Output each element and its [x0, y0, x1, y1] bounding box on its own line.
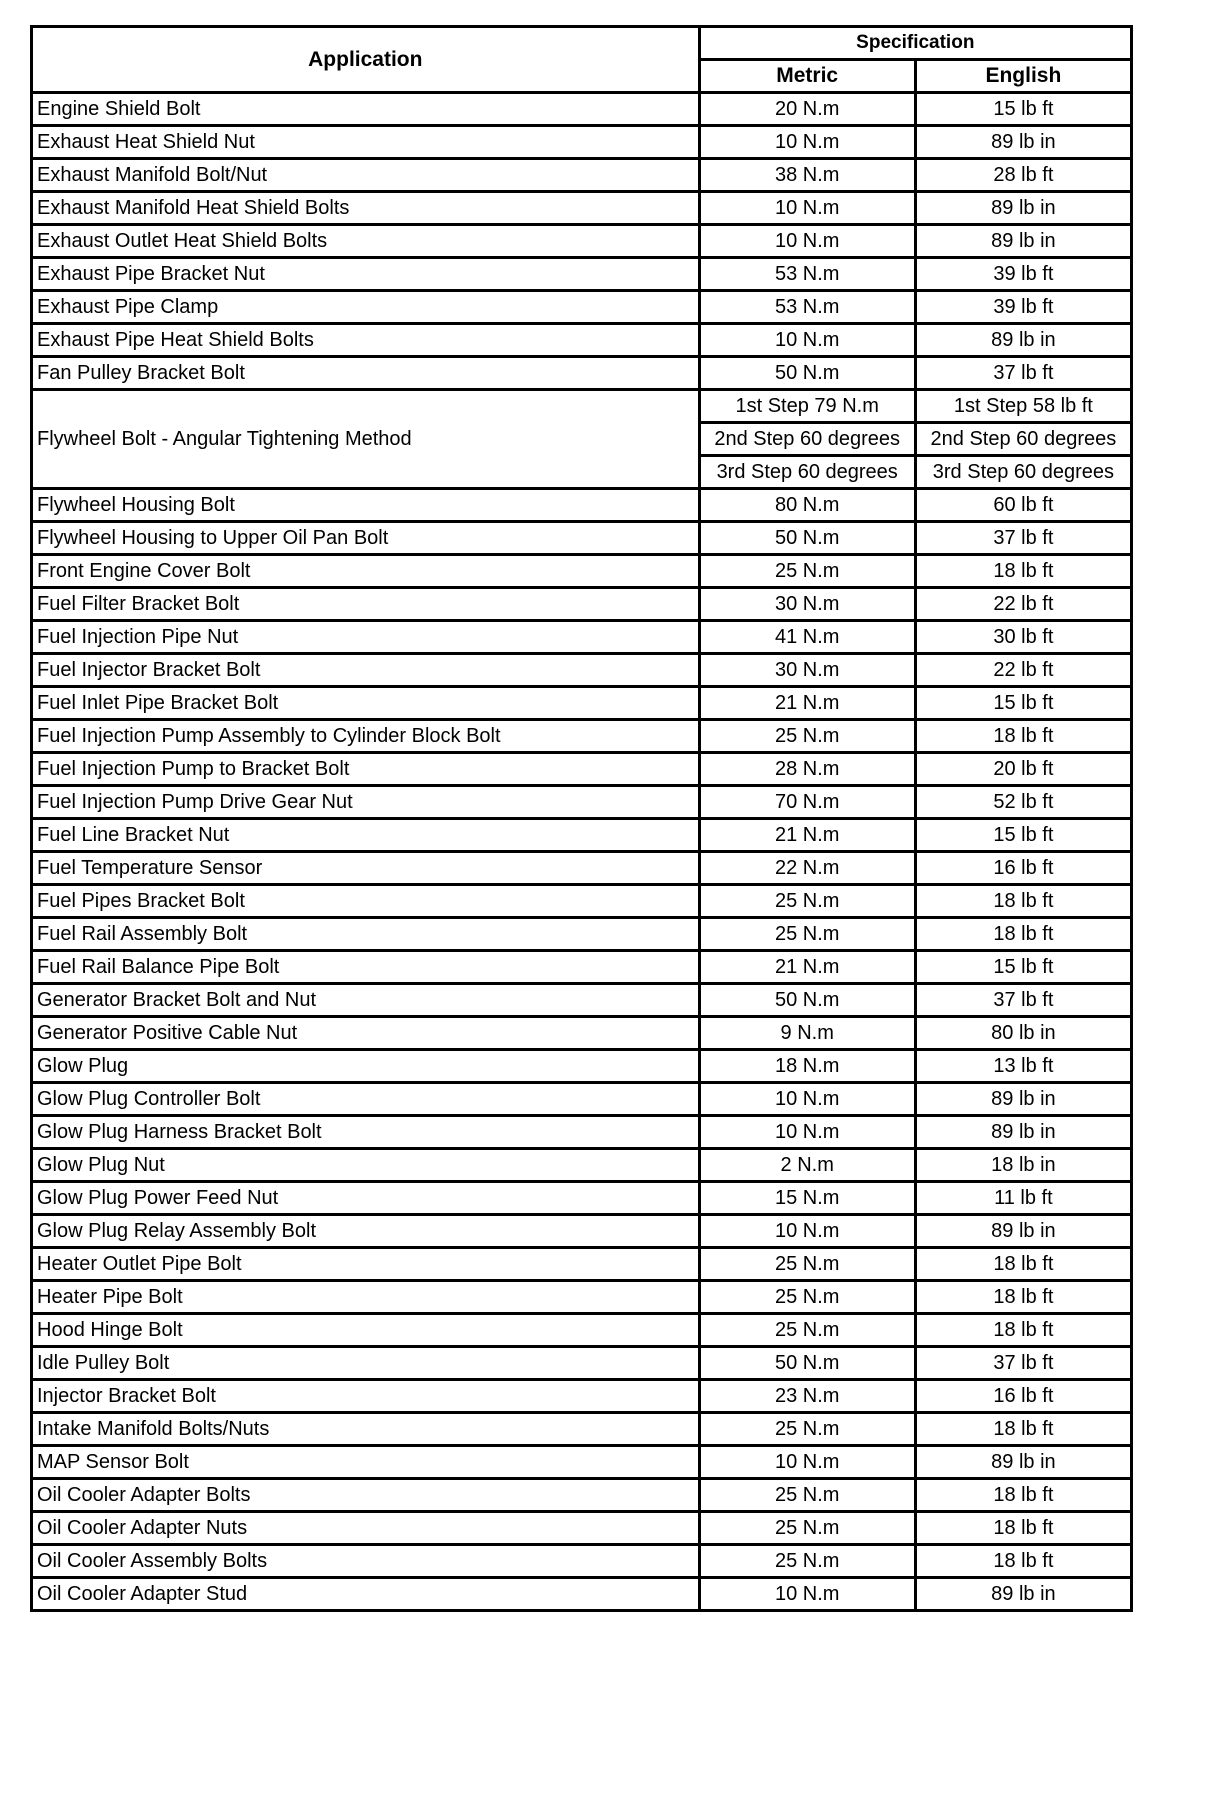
- table-row: [32, 1149, 1132, 1182]
- english-cell: 89 lb in: [915, 1083, 1131, 1116]
- table-row: [32, 819, 1132, 852]
- table-row: [32, 1248, 1132, 1281]
- english-cell: 18 lb ft: [915, 1512, 1131, 1545]
- application-cell: Glow Plug Nut: [32, 1149, 700, 1182]
- english-cell: 52 lb ft: [915, 786, 1131, 819]
- table-row: [32, 852, 1132, 885]
- metric-cell: 10 N.m: [699, 1215, 915, 1248]
- metric-cell: 50 N.m: [699, 522, 915, 555]
- english-cell: 1st Step 58 lb ft: [915, 390, 1131, 423]
- english-cell: 39 lb ft: [915, 291, 1131, 324]
- metric-cell: 10 N.m: [699, 1083, 915, 1116]
- application-cell: Fuel Injection Pump to Bracket Bolt: [32, 753, 700, 786]
- english-cell: 18 lb ft: [915, 1281, 1131, 1314]
- application-cell: Glow Plug Power Feed Nut: [32, 1182, 700, 1215]
- table-row: [32, 555, 1132, 588]
- english-cell: 89 lb in: [915, 1116, 1131, 1149]
- english-cell: 16 lb ft: [915, 852, 1131, 885]
- english-cell: 39 lb ft: [915, 258, 1131, 291]
- english-cell: 80 lb in: [915, 1017, 1131, 1050]
- metric-cell: 10 N.m: [699, 126, 915, 159]
- application-cell: Intake Manifold Bolts/Nuts: [32, 1413, 700, 1446]
- english-cell: 18 lb ft: [915, 918, 1131, 951]
- table-row: [32, 225, 1132, 258]
- metric-cell: 30 N.m: [699, 588, 915, 621]
- metric-cell: 25 N.m: [699, 885, 915, 918]
- application-cell: Glow Plug Relay Assembly Bolt: [32, 1215, 700, 1248]
- application-cell: Flywheel Housing Bolt: [32, 489, 700, 522]
- english-cell: 89 lb in: [915, 1578, 1131, 1611]
- table-row: [32, 1578, 1132, 1611]
- application-cell: Idle Pulley Bolt: [32, 1347, 700, 1380]
- table-row: [32, 1050, 1132, 1083]
- english-cell: 28 lb ft: [915, 159, 1131, 192]
- english-cell: 89 lb in: [915, 126, 1131, 159]
- application-cell: Exhaust Pipe Clamp: [32, 291, 700, 324]
- metric-cell: 70 N.m: [699, 786, 915, 819]
- application-cell: Oil Cooler Adapter Stud: [32, 1578, 700, 1611]
- table-row: [32, 1380, 1132, 1413]
- metric-cell: 30 N.m: [699, 654, 915, 687]
- english-cell: 15 lb ft: [915, 951, 1131, 984]
- application-cell: Flywheel Bolt - Angular Tightening Method: [32, 390, 700, 489]
- table-row: [32, 489, 1132, 522]
- metric-cell: 15 N.m: [699, 1182, 915, 1215]
- english-cell: 15 lb ft: [915, 93, 1131, 126]
- english-cell: 89 lb in: [915, 192, 1131, 225]
- english-cell: 18 lb ft: [915, 1314, 1131, 1347]
- metric-cell: 10 N.m: [699, 225, 915, 258]
- metric-cell: 18 N.m: [699, 1050, 915, 1083]
- metric-cell: 10 N.m: [699, 1578, 915, 1611]
- english-cell: 18 lb ft: [915, 1413, 1131, 1446]
- application-cell: Oil Cooler Assembly Bolts: [32, 1545, 700, 1578]
- application-cell: Fuel Pipes Bracket Bolt: [32, 885, 700, 918]
- metric-cell: 28 N.m: [699, 753, 915, 786]
- english-cell: 89 lb in: [915, 1215, 1131, 1248]
- application-cell: Glow Plug Controller Bolt: [32, 1083, 700, 1116]
- specification-header: Specification: [699, 27, 1131, 60]
- table-row: [32, 1479, 1132, 1512]
- english-cell: 37 lb ft: [915, 984, 1131, 1017]
- application-cell: Generator Positive Cable Nut: [32, 1017, 700, 1050]
- metric-cell: 25 N.m: [699, 1281, 915, 1314]
- metric-cell: 53 N.m: [699, 258, 915, 291]
- metric-cell: 22 N.m: [699, 852, 915, 885]
- metric-cell: 25 N.m: [699, 1512, 915, 1545]
- application-header: Application: [32, 27, 700, 93]
- metric-cell: 25 N.m: [699, 918, 915, 951]
- table-row: [32, 324, 1132, 357]
- metric-cell: 50 N.m: [699, 1347, 915, 1380]
- metric-cell: 25 N.m: [699, 1479, 915, 1512]
- table-row: [32, 126, 1132, 159]
- application-cell: Flywheel Housing to Upper Oil Pan Bolt: [32, 522, 700, 555]
- english-cell: 18 lb ft: [915, 555, 1131, 588]
- application-cell: Fuel Injection Pump Assembly to Cylinder Block Bolt: [32, 720, 700, 753]
- table-row: [32, 159, 1132, 192]
- english-cell: 60 lb ft: [915, 489, 1131, 522]
- application-cell: Exhaust Pipe Bracket Nut: [32, 258, 700, 291]
- application-cell: Fuel Injector Bracket Bolt: [32, 654, 700, 687]
- application-cell: Glow Plug: [32, 1050, 700, 1083]
- torque-spec-table: [30, 25, 1133, 1612]
- metric-cell: 2 N.m: [699, 1149, 915, 1182]
- application-cell: Exhaust Manifold Heat Shield Bolts: [32, 192, 700, 225]
- table-row: [32, 1215, 1132, 1248]
- metric-cell: 20 N.m: [699, 93, 915, 126]
- english-cell: 89 lb in: [915, 324, 1131, 357]
- application-cell: Fuel Injection Pump Drive Gear Nut: [32, 786, 700, 819]
- table-row: [32, 258, 1132, 291]
- table-row: [32, 885, 1132, 918]
- table-row: [32, 291, 1132, 324]
- english-cell: 13 lb ft: [915, 1050, 1131, 1083]
- table-row: [32, 1116, 1132, 1149]
- table-row: [32, 654, 1132, 687]
- english-cell: 89 lb in: [915, 1446, 1131, 1479]
- application-cell: Fuel Line Bracket Nut: [32, 819, 700, 852]
- metric-cell: 10 N.m: [699, 1446, 915, 1479]
- metric-cell: 10 N.m: [699, 1116, 915, 1149]
- application-cell: Exhaust Outlet Heat Shield Bolts: [32, 225, 700, 258]
- table-body: [32, 93, 1132, 1611]
- table-row: [32, 1182, 1132, 1215]
- application-cell: Fan Pulley Bracket Bolt: [32, 357, 700, 390]
- table-row: [32, 390, 1132, 423]
- application-cell: Oil Cooler Adapter Nuts: [32, 1512, 700, 1545]
- table-row: [32, 192, 1132, 225]
- english-cell: 22 lb ft: [915, 588, 1131, 621]
- metric-cell: 50 N.m: [699, 357, 915, 390]
- metric-header: Metric: [699, 60, 915, 93]
- table-row: [32, 588, 1132, 621]
- table-row: [32, 93, 1132, 126]
- english-cell: 2nd Step 60 degrees: [915, 423, 1131, 456]
- table-row: [32, 1314, 1132, 1347]
- metric-cell: 21 N.m: [699, 687, 915, 720]
- application-cell: Heater Outlet Pipe Bolt: [32, 1248, 700, 1281]
- table-row: [32, 984, 1132, 1017]
- metric-cell: 41 N.m: [699, 621, 915, 654]
- metric-cell: 53 N.m: [699, 291, 915, 324]
- application-cell: Front Engine Cover Bolt: [32, 555, 700, 588]
- metric-cell: 50 N.m: [699, 984, 915, 1017]
- table-row: [32, 1347, 1132, 1380]
- metric-cell: 80 N.m: [699, 489, 915, 522]
- metric-cell: 25 N.m: [699, 555, 915, 588]
- english-header: English: [915, 60, 1131, 93]
- application-cell: Fuel Injection Pipe Nut: [32, 621, 700, 654]
- english-cell: 18 lb ft: [915, 1479, 1131, 1512]
- table-row: [32, 918, 1132, 951]
- table-row: [32, 1512, 1132, 1545]
- table-row: [32, 687, 1132, 720]
- application-cell: Fuel Filter Bracket Bolt: [32, 588, 700, 621]
- table-row: [32, 1545, 1132, 1578]
- table-row: [32, 357, 1132, 390]
- application-cell: Generator Bracket Bolt and Nut: [32, 984, 700, 1017]
- table-row: [32, 720, 1132, 753]
- metric-cell: 25 N.m: [699, 720, 915, 753]
- metric-cell: 25 N.m: [699, 1248, 915, 1281]
- english-cell: 37 lb ft: [915, 357, 1131, 390]
- english-cell: 18 lb ft: [915, 1248, 1131, 1281]
- table-row: [32, 753, 1132, 786]
- metric-cell: 25 N.m: [699, 1314, 915, 1347]
- english-cell: 30 lb ft: [915, 621, 1131, 654]
- english-cell: 18 lb ft: [915, 1545, 1131, 1578]
- application-cell: Fuel Rail Assembly Bolt: [32, 918, 700, 951]
- application-cell: Fuel Rail Balance Pipe Bolt: [32, 951, 700, 984]
- metric-cell: 1st Step 79 N.m: [699, 390, 915, 423]
- application-cell: Oil Cooler Adapter Bolts: [32, 1479, 700, 1512]
- english-cell: 37 lb ft: [915, 1347, 1131, 1380]
- metric-cell: 23 N.m: [699, 1380, 915, 1413]
- application-cell: Engine Shield Bolt: [32, 93, 700, 126]
- english-cell: 16 lb ft: [915, 1380, 1131, 1413]
- application-cell: Exhaust Manifold Bolt/Nut: [32, 159, 700, 192]
- table-row: [32, 522, 1132, 555]
- table-header: [32, 27, 1132, 93]
- english-cell: 37 lb ft: [915, 522, 1131, 555]
- application-cell: Hood Hinge Bolt: [32, 1314, 700, 1347]
- application-cell: Injector Bracket Bolt: [32, 1380, 700, 1413]
- table-row: [32, 621, 1132, 654]
- metric-cell: 21 N.m: [699, 819, 915, 852]
- english-cell: 15 lb ft: [915, 687, 1131, 720]
- english-cell: 18 lb ft: [915, 885, 1131, 918]
- english-cell: 15 lb ft: [915, 819, 1131, 852]
- english-cell: 11 lb ft: [915, 1182, 1131, 1215]
- table-row: [32, 1446, 1132, 1479]
- metric-cell: 21 N.m: [699, 951, 915, 984]
- application-cell: MAP Sensor Bolt: [32, 1446, 700, 1479]
- metric-cell: 2nd Step 60 degrees: [699, 423, 915, 456]
- table-row: [32, 951, 1132, 984]
- application-cell: Glow Plug Harness Bracket Bolt: [32, 1116, 700, 1149]
- table-row: [32, 1017, 1132, 1050]
- english-cell: 22 lb ft: [915, 654, 1131, 687]
- metric-cell: 10 N.m: [699, 324, 915, 357]
- english-cell: 18 lb ft: [915, 720, 1131, 753]
- metric-cell: 10 N.m: [699, 192, 915, 225]
- application-cell: Exhaust Pipe Heat Shield Bolts: [32, 324, 700, 357]
- english-cell: 3rd Step 60 degrees: [915, 456, 1131, 489]
- application-cell: Exhaust Heat Shield Nut: [32, 126, 700, 159]
- header-row-top: [32, 27, 1132, 60]
- application-cell: Fuel Inlet Pipe Bracket Bolt: [32, 687, 700, 720]
- metric-cell: 25 N.m: [699, 1413, 915, 1446]
- metric-cell: 38 N.m: [699, 159, 915, 192]
- table-row: [32, 1281, 1132, 1314]
- table-row: [32, 1413, 1132, 1446]
- table-row: [32, 786, 1132, 819]
- application-cell: Fuel Temperature Sensor: [32, 852, 700, 885]
- metric-cell: 25 N.m: [699, 1545, 915, 1578]
- english-cell: 89 lb in: [915, 225, 1131, 258]
- application-cell: Heater Pipe Bolt: [32, 1281, 700, 1314]
- metric-cell: 9 N.m: [699, 1017, 915, 1050]
- english-cell: 20 lb ft: [915, 753, 1131, 786]
- english-cell: 18 lb in: [915, 1149, 1131, 1182]
- metric-cell: 3rd Step 60 degrees: [699, 456, 915, 489]
- table-row: [32, 1083, 1132, 1116]
